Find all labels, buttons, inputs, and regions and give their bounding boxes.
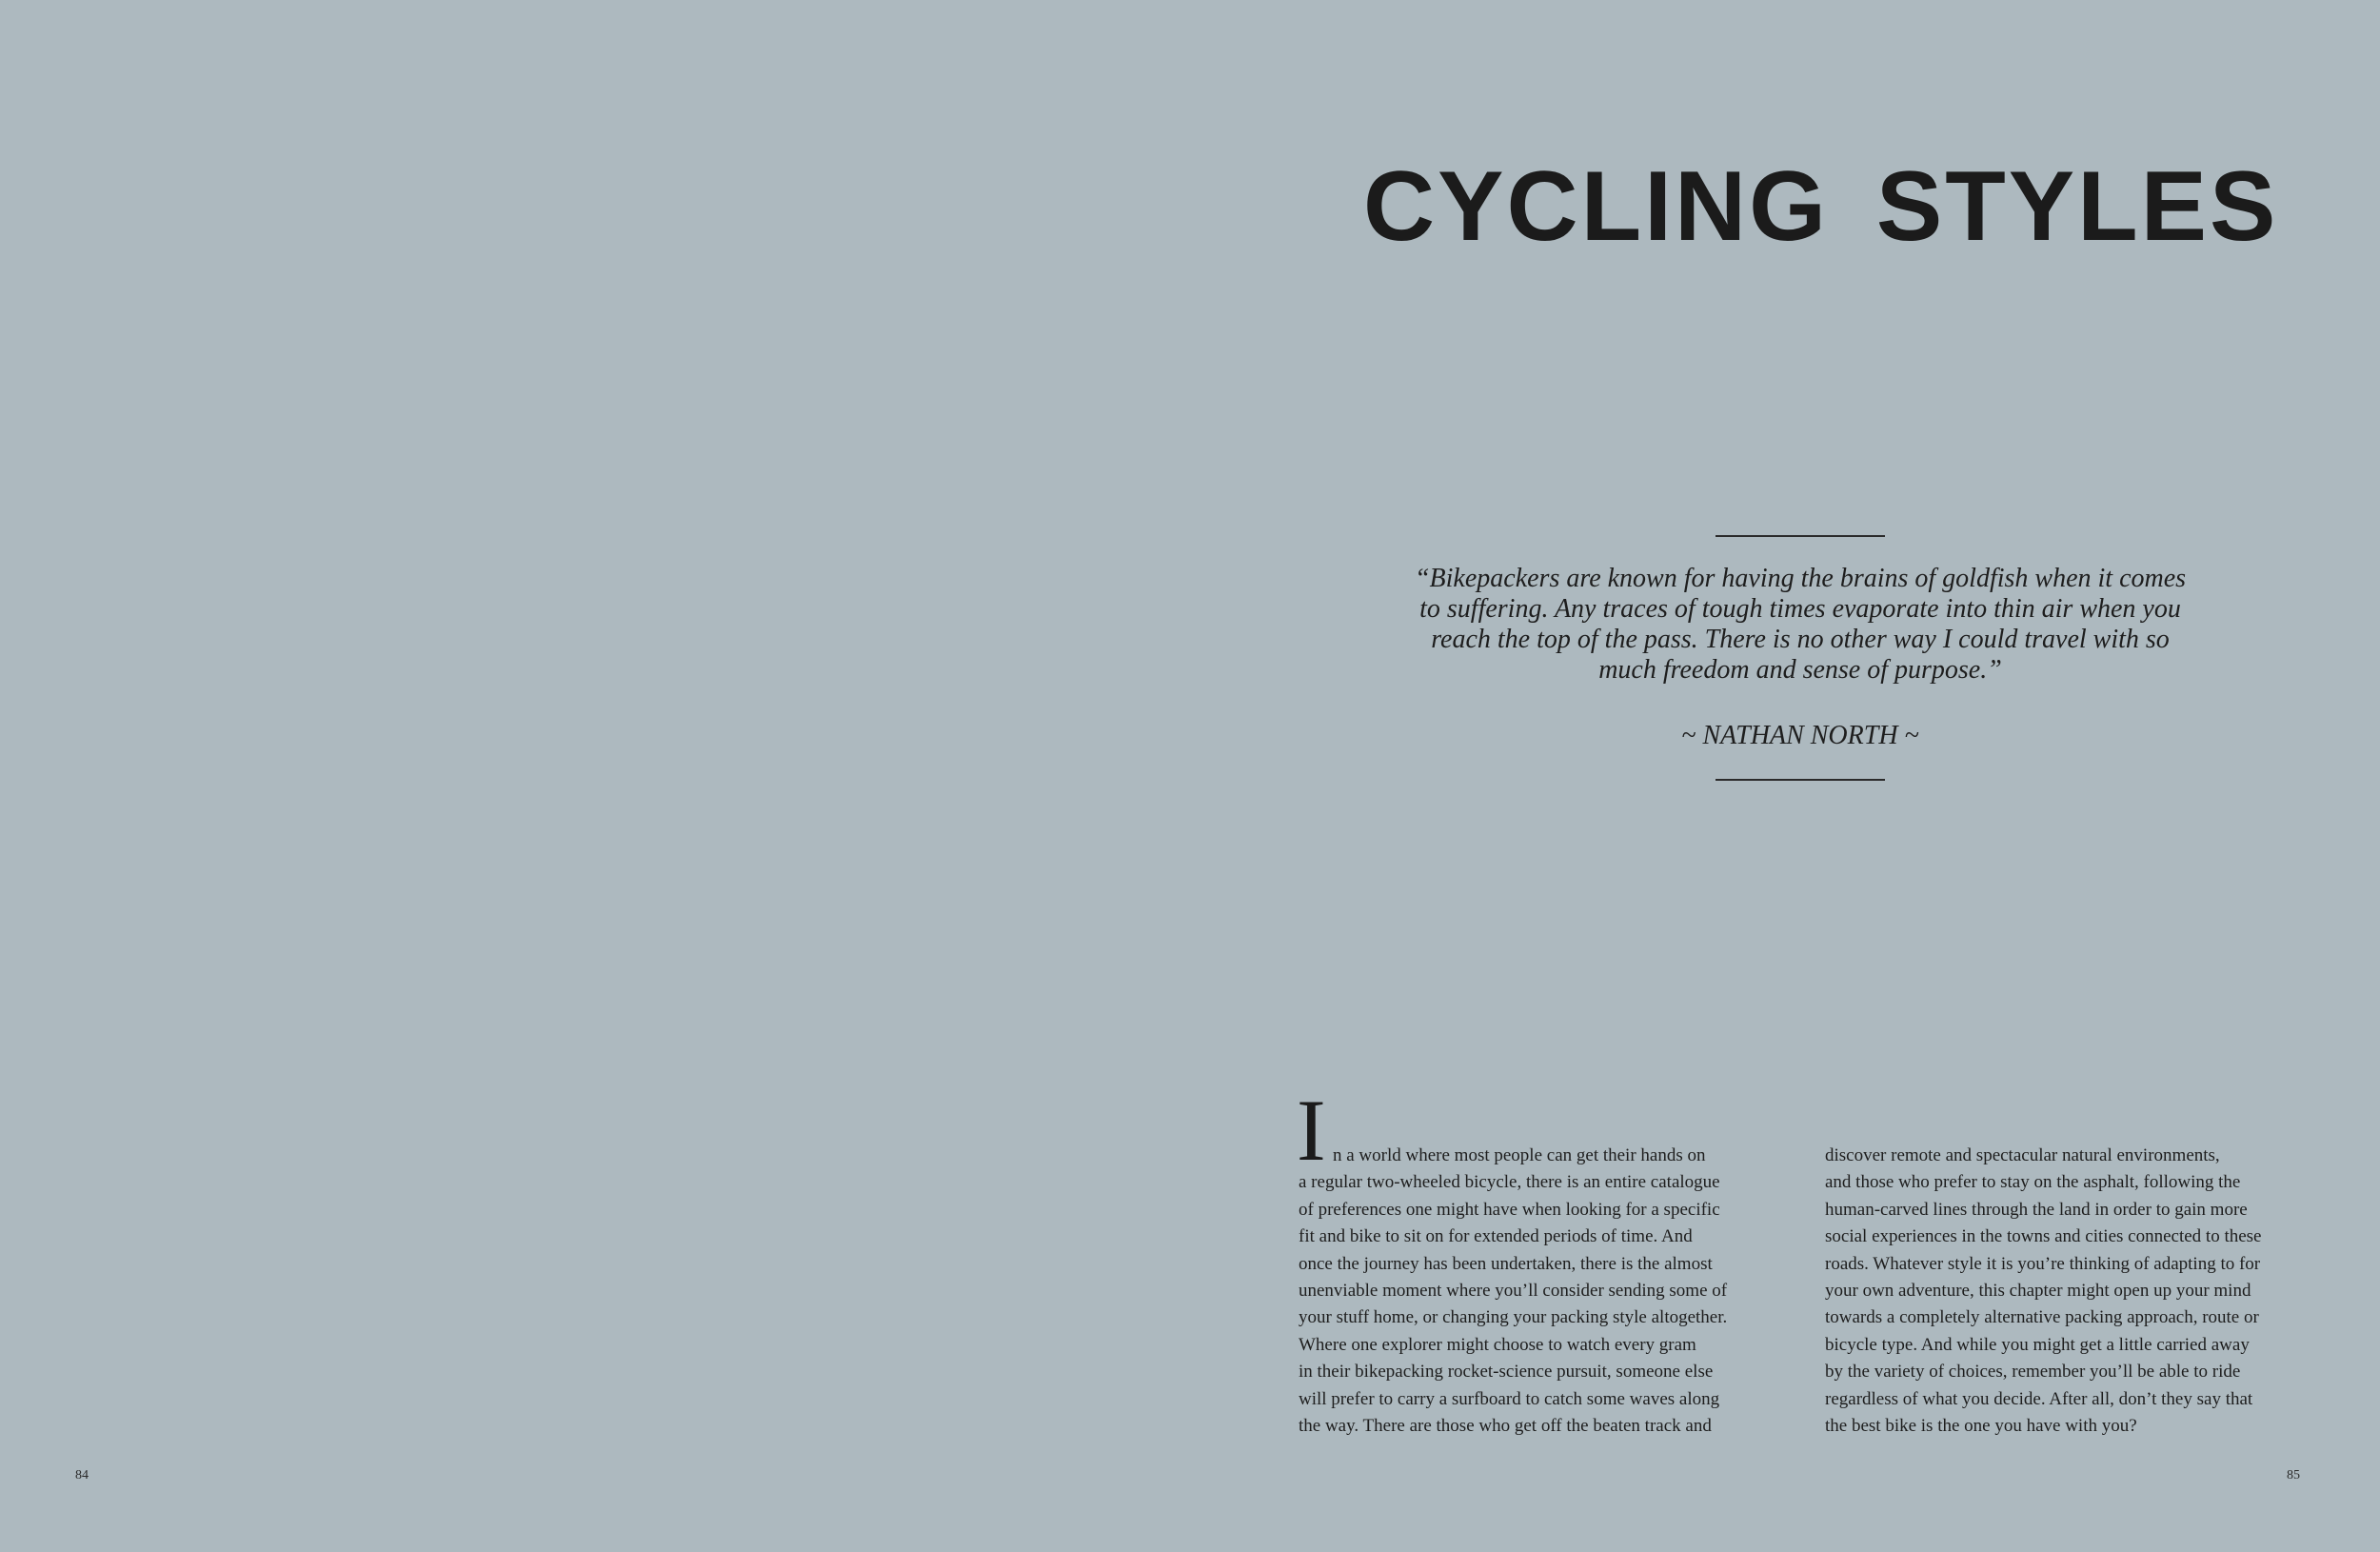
body-line: fit and bike to sit on for extended periods of time. And [1299,1226,1693,1247]
body-line: the way. There are those who get off the beaten track and [1299,1416,1712,1437]
quote-rule-top [1716,535,1885,537]
body-line: discover remote and spectacular natural environments, [1825,1145,2220,1165]
page-number-right: 85 [2287,1468,2300,1482]
body-line: unenviable moment where you’ll consider sending some of [1299,1281,1728,1302]
body-line: regardless of what you decide. After all, don’t they say that [1825,1388,2253,1409]
body-line: your own adventure, this chapter might open up your mind [1825,1281,2251,1302]
body-line: will prefer to carry a surfboard to catch some waves along [1299,1388,1720,1409]
body-line: once the journey has been undertaken, there is the almost [1299,1253,1713,1274]
body-column-1 [1297,1082,1775,1440]
body-line: of preferences one might have when looking for a specific [1299,1199,1720,1220]
body-line: in their bikepacking rocket-science pursuit, someone else [1299,1362,1714,1383]
body-line: the best bike is the one you have with you? [1825,1416,2137,1437]
quote-attribution: ~ NATHAN NORTH ~ [1681,721,1919,750]
body-line: towards a completely alternative packing approach, route or [1825,1307,2259,1328]
body-line: human-carved lines through the land in order to gain more [1825,1199,2248,1220]
chapter-title: CYCLING STYLES [1363,151,2279,262]
pull-quote-line: reach the top of the pass. There is no other way I could travel with so [1431,625,2170,654]
body-line: by the variety of choices, remember you’ll be able to ride [1825,1362,2241,1383]
pull-quote-line: “Bikepackers are known for having the brains of goldfish when it comes [1414,564,2187,593]
body-line: social experiences in the towns and cities connected to these [1825,1226,2262,1247]
quote-rule-bottom [1716,779,1885,781]
first-line [1297,1082,1775,1179]
body-line: your stuff home, or changing your packing style altogether. [1299,1307,1728,1328]
body-line: roads. Whatever style it is you’re thinking of adapting to for [1825,1253,2261,1274]
pull-quote [1399,564,2201,686]
page-number-left: 84 [75,1468,89,1482]
body-line: a regular two-wheeled bicycle, there is an entire catalogue [1299,1172,1720,1193]
body-column-2 [1825,1143,2301,1440]
body-line: and those who prefer to stay on the asphalt, following the [1825,1172,2241,1193]
pull-quote-line: to suffering. Any traces of tough times evaporate into thin air when you [1419,594,2181,624]
body-line: Where one explorer might choose to watch every gram [1299,1334,1696,1355]
drop-cap: I [1297,1082,1326,1179]
body-line: bicycle type. And while you might get a little carried away [1825,1334,2250,1355]
body-line: n a world where most people can get their hands on [1333,1145,1706,1165]
pull-quote-line: much freedom and sense of purpose.” [1598,655,2002,685]
